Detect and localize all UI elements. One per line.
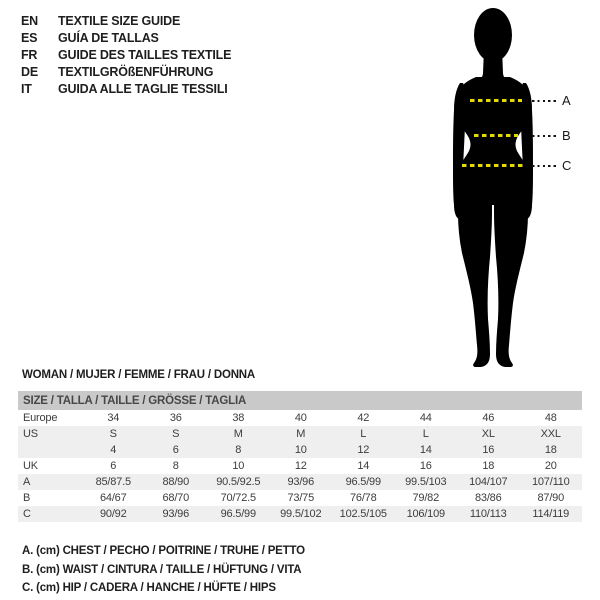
size-cell: 73/75 (287, 492, 315, 504)
table-row (18, 426, 582, 442)
size-cell: 34 (107, 412, 120, 424)
size-cell: 88/90 (145, 474, 208, 490)
size-cell: 83/86 (474, 492, 502, 504)
size-cell: 96.5/99 (332, 474, 395, 490)
hip-measure-line (462, 164, 524, 167)
size-cell: 70/72.5 (220, 492, 256, 504)
size-cell: XL (457, 426, 520, 442)
row-label: Europe (23, 412, 58, 424)
table-row (18, 442, 582, 458)
woman-silhouette (413, 7, 573, 367)
table-row (18, 410, 582, 426)
waist-leader-dots (532, 135, 557, 137)
size-cell: 18 (482, 460, 495, 472)
language-code: ES (21, 31, 38, 45)
row-label: US (18, 426, 82, 442)
table-row (18, 506, 582, 522)
row-label: B (23, 492, 31, 504)
size-cell: 38 (232, 412, 245, 424)
size-cell: 99.5/102 (270, 506, 333, 522)
size-cell: 90.5/92.5 (207, 474, 270, 490)
language-label: GUIDA ALLE TAGLIE TESSILI (58, 82, 228, 96)
legend-line-hip: C. (cm) HIP / CADERA / HANCHE / HÜFTE / HIPS (22, 582, 276, 594)
size-cell: 12 (294, 460, 307, 472)
size-cell: 102.5/105 (332, 506, 395, 522)
size-cell: 99.5/103 (395, 474, 458, 490)
size-cell: S (82, 426, 145, 442)
language-code: EN (21, 14, 38, 28)
size-cell: 6 (145, 442, 208, 458)
language-label: GUIDE DES TAILLES TEXTILE (58, 48, 232, 62)
size-cell: 114/119 (520, 506, 583, 522)
size-cell: 14 (357, 460, 370, 472)
language-label: GUÍA DE TALLAS (58, 31, 159, 45)
row-label: UK (23, 460, 38, 472)
size-cell: 68/70 (162, 492, 190, 504)
language-code: DE (21, 65, 38, 79)
language-list (21, 13, 231, 98)
woman-silhouette-svg (413, 7, 573, 367)
language-row (21, 81, 231, 98)
section-title: WOMAN / MUJER / FEMME / FRAU / DONNA (22, 369, 256, 381)
size-cell: 16 (419, 460, 432, 472)
size-cell: 6 (110, 460, 117, 472)
size-cell: 106/109 (395, 506, 458, 522)
language-row (21, 13, 231, 30)
row-label: A (18, 474, 82, 490)
size-cell: 107/110 (520, 474, 583, 490)
size-cell: 93/96 (145, 506, 208, 522)
size-cell: 14 (395, 442, 458, 458)
size-cell: 64/67 (99, 492, 127, 504)
size-cell: 40 (294, 412, 307, 424)
language-code: IT (21, 82, 32, 96)
size-cell: 79/82 (412, 492, 440, 504)
size-cell: 20 (544, 460, 557, 472)
marker-label-chest: A (562, 93, 571, 108)
size-table-header-row (18, 391, 582, 410)
chest-measure-line (470, 99, 522, 102)
size-cell: L (395, 426, 458, 442)
size-cell: 93/96 (270, 474, 333, 490)
size-cell: 10 (270, 442, 333, 458)
size-cell: 42 (357, 412, 370, 424)
size-cell: 104/107 (457, 474, 520, 490)
size-cell: 110/113 (457, 506, 520, 522)
size-cell: 76/78 (349, 492, 377, 504)
language-row (21, 30, 231, 47)
size-cell: 96.5/99 (207, 506, 270, 522)
language-code: FR (21, 48, 38, 62)
size-cell: S (145, 426, 208, 442)
language-label: TEXTILGRÖßENFÜHRUNG (58, 65, 214, 79)
legend-line-chest: A. (cm) CHEST / PECHO / POITRINE / TRUHE / PETTO (22, 545, 305, 557)
marker-label-waist: B (562, 128, 571, 143)
table-row (18, 474, 582, 490)
size-cell: L (332, 426, 395, 442)
row-label: C (18, 506, 82, 522)
size-cell: 87/90 (537, 492, 565, 504)
size-cell: 46 (482, 412, 495, 424)
language-label: TEXTILE SIZE GUIDE (58, 14, 181, 28)
size-cell: 48 (544, 412, 557, 424)
size-cell: 18 (520, 442, 583, 458)
language-row (21, 47, 231, 64)
size-table-header: SIZE / TALLA / TAILLE / GRÖSSE / TAGLIA (18, 391, 582, 410)
size-cell: 36 (169, 412, 182, 424)
size-cell: 10 (232, 460, 245, 472)
chest-leader-dots (532, 100, 557, 102)
size-cell: 16 (457, 442, 520, 458)
language-row (21, 64, 231, 81)
table-row (18, 458, 582, 474)
hip-leader-dots (532, 165, 557, 167)
measure-legend (22, 542, 305, 598)
size-cell: 8 (207, 442, 270, 458)
size-cell: 4 (82, 442, 145, 458)
size-table (18, 391, 582, 522)
size-cell: 12 (332, 442, 395, 458)
legend-line-waist: B. (cm) WAIST / CINTURA / TAILLE / HÜFTUNG / VITA (22, 563, 302, 576)
size-cell: M (270, 426, 333, 442)
marker-label-hip: C (562, 158, 572, 173)
waist-measure-line (474, 134, 518, 137)
size-cell: M (207, 426, 270, 442)
size-cell: XXL (520, 426, 583, 442)
size-cell: 85/87.5 (82, 474, 145, 490)
row-label (18, 442, 82, 458)
size-cell: 8 (172, 460, 179, 472)
size-table-body (18, 410, 582, 522)
table-row (18, 490, 582, 506)
size-cell: 44 (419, 412, 432, 424)
size-cell: 90/92 (82, 506, 145, 522)
